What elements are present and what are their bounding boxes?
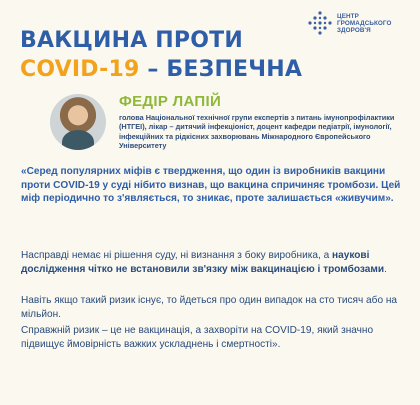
grid-dots-logo-icon: [307, 10, 333, 36]
paragraph-1-bold: наукові дослідження чітко не встановили зв'язку між вакцинацією і тромбозами: [21, 250, 385, 275]
headline-accent: COVID-19: [20, 57, 140, 82]
headline-line-1: ВАКЦИНА ПРОТИ: [20, 28, 243, 53]
expert-name: ФЕДІР ЛАПІЙ: [119, 93, 222, 110]
paragraph-1: [21, 249, 406, 276]
expert-photo: [50, 94, 106, 150]
quote-text: «Серед популярних міфів є твердження, що один із виробників вакцини проти COVID-19 у суді нібито визнав, що вакцина спричиняє тромбози. Цей міф періодично то з'являється, то зникає, проте залишається «живучим».: [21, 166, 401, 205]
paragraph-2: Навіть якщо такий ризик існує, то йдеться про один випадок на сто тисяч або на мільйон.: [21, 295, 398, 320]
paragraph-3: Справжній ризик – це не вакцинація, а захворіти на COVID-19, який значно підвищує ймовірність важких ускладнень і смертності».: [21, 325, 374, 350]
logo-line-2: ГРОМАДСЬКОГО: [337, 20, 392, 27]
headline-line-2: [20, 55, 310, 84]
paragraph-1-end: .: [384, 263, 387, 275]
paragraph-1-start: Насправді немає ні рішення суду, ні визнання з боку виробника, а: [21, 250, 332, 261]
phc-logo: [307, 10, 417, 36]
headline-rest: – БЕЗПЕЧНА: [139, 57, 303, 82]
logo-line-3: ЗДОРОВ'Я: [337, 27, 371, 34]
logo-text: [337, 13, 417, 34]
logo-line-1: ЦЕНТР: [337, 13, 359, 20]
expert-description: голова Національної технічної групи експертів з питань імунопрофілактики (НТГЕІ), лікар – дитячий інфекціоніст, доцент кафедри педіатрії, імунології, інфекційних та рідкісних захворювань Міжнародного Європейського Університету: [119, 113, 395, 150]
headline: [20, 26, 310, 84]
